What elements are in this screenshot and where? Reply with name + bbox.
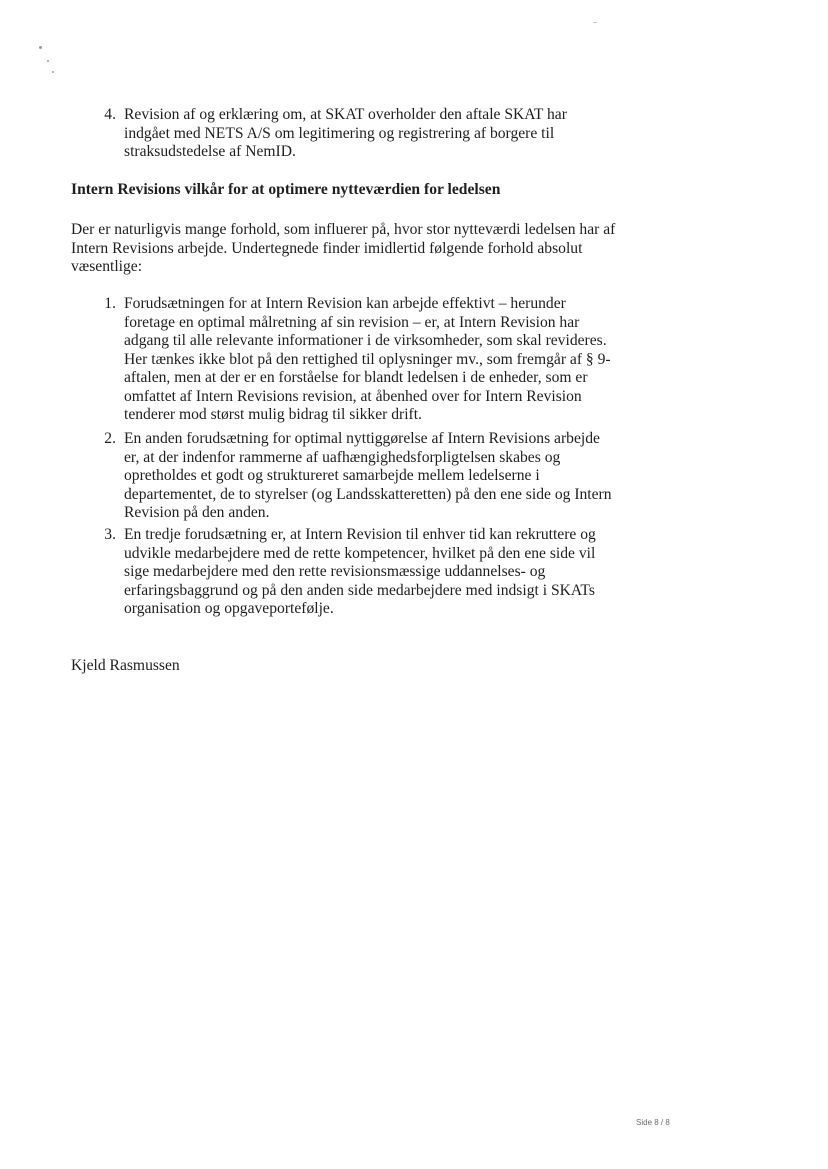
scan-speck bbox=[39, 46, 42, 49]
list-number: 1. bbox=[104, 295, 116, 312]
list-text: En tredje forudsætning er, at Intern Revision til enhver tid kan rekruttere og udvikle medarbejdere med de rette kompetencer, hvilket på den ene side vil sige medarbejdere med den rette revisionsmæssige uddannelses- og erfaringsbaggrund og på den anden side medarbejdere med indsigt i SKATs organisation og opgaveportefølje. bbox=[124, 526, 596, 617]
list-number: 3. bbox=[104, 526, 116, 543]
list-text: Forudsætningen for at Intern Revision kan arbejde effektivt – herunder foretage en optimal målretning af sin revision – er, at Intern Revision har adgang til alle relevante informationer i de virksomheder, som skal revideres. Her tænkes ikke blot på den rettighed til oplysninger mv., som fremgår af § 9-aftalen, men at der er en forståelse for blandt ledelsen i de enheder, som er omfattet af Intern Revisions revision, at åbenhed over for Intern Revision tenderer mod størst mulig bidrag til sikker drift. bbox=[124, 295, 611, 423]
intro-paragraph: Der er naturligvis mange forhold, som influerer på, hvor stor nytteværdi ledelsen har af Intern Revisions arbejde. Undertegnede finder imidlertid følgende forhold absolut væsentlige: bbox=[71, 221, 616, 275]
section-heading: Intern Revisions vilkår for at optimere nytteværdien for ledelsen bbox=[71, 181, 501, 198]
page-number: Side 8 / 8 bbox=[636, 1118, 670, 1127]
list-text: Revision af og erklæring om, at SKAT overholder den aftale SKAT har indgået med NETS A/S om legitimering og registrering af borgere til straksudstedelse af NemID. bbox=[124, 106, 567, 160]
scan-speck bbox=[47, 60, 49, 62]
list-number: 2. bbox=[104, 430, 116, 447]
intro-list-item bbox=[96, 106, 616, 166]
scan-speck bbox=[52, 71, 54, 73]
scan-speck bbox=[593, 22, 597, 23]
condition-item bbox=[96, 430, 616, 525]
list-number: 4. bbox=[104, 106, 116, 123]
condition-item bbox=[96, 526, 616, 621]
signature-name: Kjeld Rasmussen bbox=[71, 657, 180, 674]
list-text: En anden forudsætning for optimal nyttiggørelse af Intern Revisions arbejde er, at der indenfor rammerne af uafhængighedsforpligtelsen skabes og opretholdes et godt og struktureret samarbejde mellem ledelserne i departementet, de to styrelser (og Landsskatteretten) på den ene side og Intern Revision på den anden. bbox=[124, 430, 612, 521]
condition-item bbox=[96, 295, 616, 430]
